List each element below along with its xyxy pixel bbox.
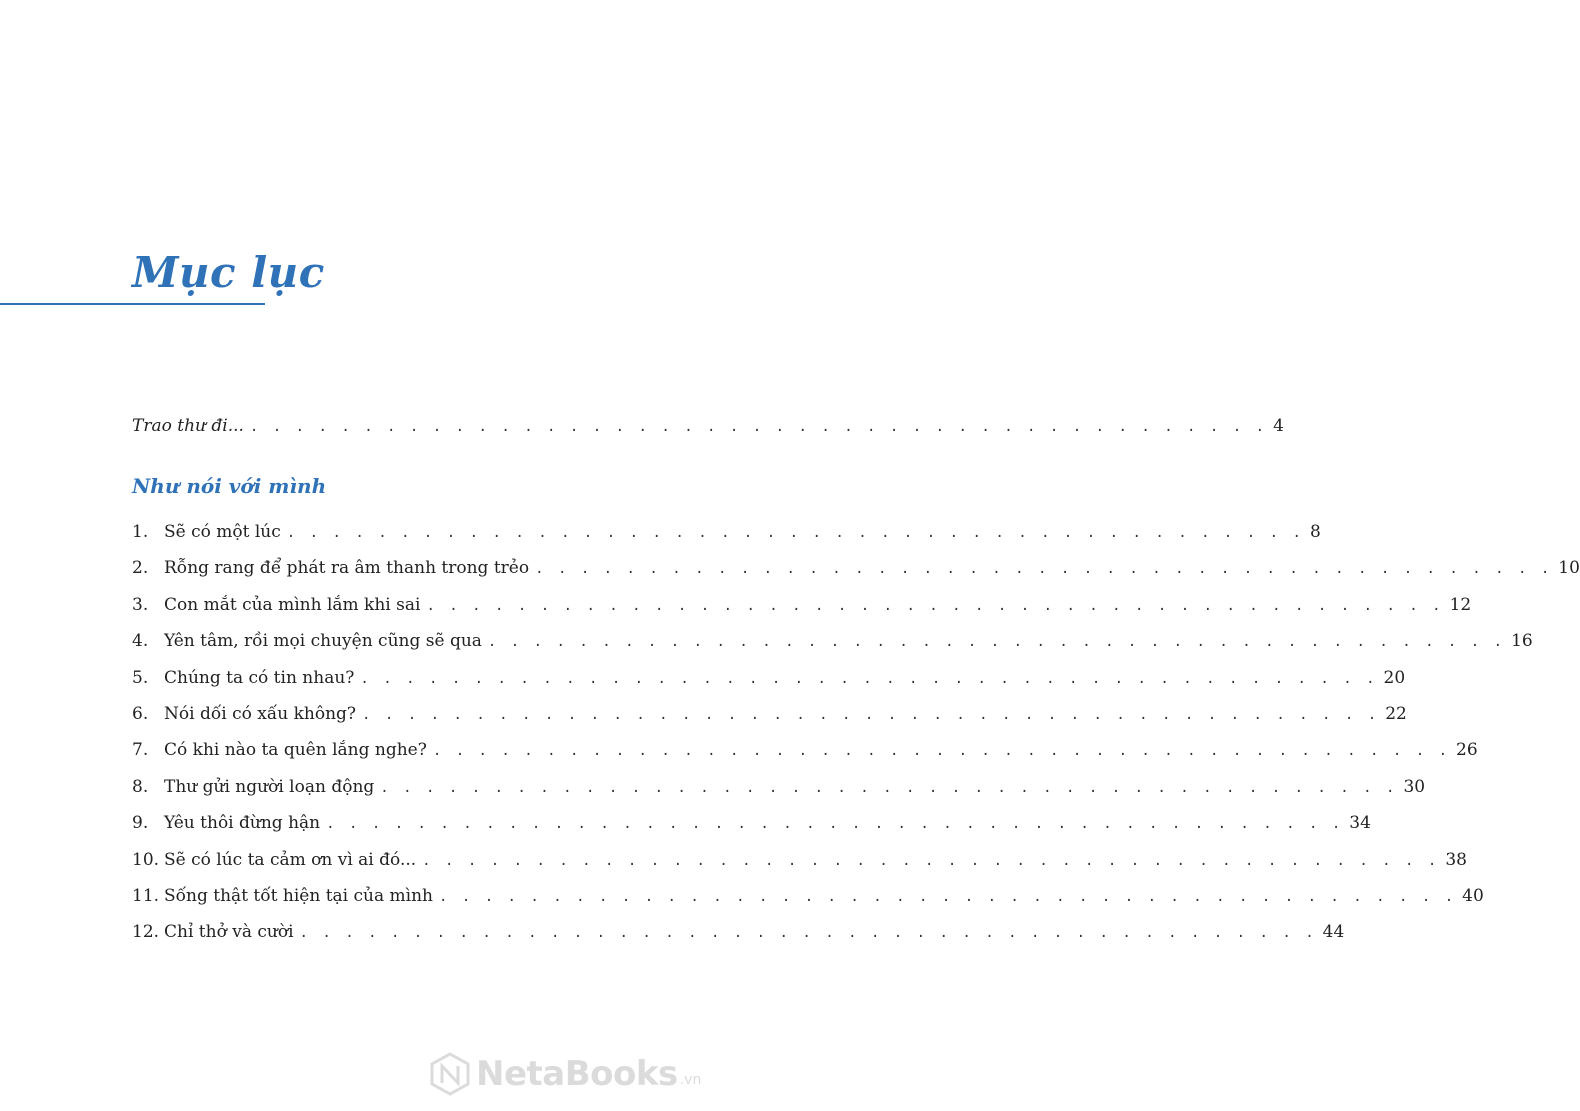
toc-entry-page: 44 xyxy=(1322,922,1345,943)
toc-entry-page: 8 xyxy=(1309,522,1321,542)
dot-leader: . . . . . . . . . . . . . . . . . . . . . . . . . . . . . . . . . . . . . . . . . . . . . xyxy=(326,816,1344,833)
toc-entry-page: 10 xyxy=(1558,558,1580,579)
toc-entry-number: 2. xyxy=(132,558,149,579)
dot-leader: . . . . . . . . . . . . . . . . . . . . . . . . . . . . . . . . . . . . . . . . . . . . . xyxy=(432,743,1450,760)
toc-entry xyxy=(132,702,1407,726)
dot-leader: . . . . . . . . . . . . . . . . . . . . . . . . . . . . . . . . . . . . . . . . . . . . . xyxy=(299,925,1317,942)
heading-underline xyxy=(0,303,265,305)
toc-entry-title: Sẽ có một lúc xyxy=(164,522,281,542)
section-title: Như nói với mình xyxy=(132,474,327,498)
toc-entry-title: Sẽ có lúc ta cảm ơn vì ai đó... xyxy=(164,849,417,870)
netabooks-logo-icon xyxy=(430,1052,470,1096)
toc-entry xyxy=(132,520,1321,544)
toc-entry-title: Rỗng rang để phát ra âm thanh trong trẻo xyxy=(164,558,530,579)
dot-leader: . . . . . . . . . . . . . . . . . . . . . . . . . . . . . . . . . . . . . . . . . . . . . xyxy=(438,889,1457,905)
toc-entry xyxy=(132,738,1478,762)
watermark-suffix: .vn xyxy=(679,1072,702,1088)
toc-entry-title: Yêu thôi đừng hận xyxy=(164,813,321,834)
toc-entry-page: 22 xyxy=(1385,704,1407,724)
toc-entry-title: Yên tâm, rồi mọi chuyện cũng sẽ qua xyxy=(164,631,482,652)
toc-entry xyxy=(132,811,1371,835)
toc-entry-number: 5. xyxy=(132,667,149,688)
watermark-text: NetaBooks xyxy=(476,1054,678,1094)
toc-entry-number: 8. xyxy=(132,776,149,797)
dot-leader: . . . . . . . . . . . . . . . . . . . . . . . . . . . . . . . . . . . . . . . . . . . . . xyxy=(249,419,1268,435)
toc-entry-number: 3. xyxy=(132,594,149,615)
toc-entry-page: 26 xyxy=(1456,740,1478,761)
dot-leader: . . . . . . . . . . . . . . . . . . . . . . . . . . . . . . . . . . . . . . . . . . . . . xyxy=(535,561,1553,578)
toc-entry-page: 30 xyxy=(1403,776,1426,797)
toc-entry-number: 9. xyxy=(132,813,149,834)
dot-leader: . . . . . . . . . . . . . . . . . . . . . . . . . . . . . . . . . . . . . . . . . . . . . xyxy=(360,670,1378,687)
toc-entry-number: 6. xyxy=(132,704,149,724)
toc-entry-number: 10. xyxy=(132,849,160,870)
dot-leader: . . . . . . . . . . . . . . . . . . . . . . . . . . . . . . . . . . . . . . . . . . . . . xyxy=(380,779,1398,796)
toc-entry-title: Nói dối có xấu không? xyxy=(164,704,357,724)
toc-entry xyxy=(132,920,1345,944)
toc-entry-number: 7. xyxy=(132,740,149,761)
toc-entry-title: Có khi nào ta quên lắng nghe? xyxy=(164,740,427,761)
toc-entry-page: 34 xyxy=(1349,813,1371,834)
toc-entry xyxy=(132,593,1472,617)
toc-entry-page: 4 xyxy=(1273,416,1284,436)
toc-entry-page: 16 xyxy=(1511,631,1533,652)
watermark xyxy=(430,1050,702,1098)
dot-leader: . . . . . . . . . . . . . . . . . . . . . . . . . . . . . . . . . . . . . . . . . . . . . xyxy=(422,852,1440,869)
toc-entry-page: 40 xyxy=(1462,886,1484,906)
toc-entry xyxy=(132,884,1484,908)
toc-entry-page: 12 xyxy=(1449,594,1472,615)
toc-entry-number: 1. xyxy=(132,522,149,542)
toc-entry xyxy=(132,666,1406,690)
toc-entry-title: Con mắt của mình lắm khi sai xyxy=(164,594,421,615)
toc-entry-number: 11. xyxy=(132,886,160,906)
toc-entry-number: 4. xyxy=(132,631,149,652)
toc-entry-title: Thư gửi người loạn động xyxy=(164,776,375,797)
toc-entry xyxy=(132,848,1467,872)
dot-leader: . . . . . . . . . . . . . . . . . . . . . . . . . . . . . . . . . . . . . . . . . . . . . xyxy=(286,525,1304,541)
toc-entry-number: 12. xyxy=(132,922,160,943)
toc-entry-title: Sống thật tốt hiện tại của mình xyxy=(164,886,433,906)
dot-leader: . . . . . . . . . . . . . . . . . . . . . . . . . . . . . . . . . . . . . . . . . . . . . xyxy=(362,707,1380,723)
toc-entry-title: Trao thư đi... xyxy=(132,416,244,436)
toc-entry-page: 20 xyxy=(1383,667,1406,688)
toc-entry xyxy=(132,556,1580,580)
dot-leader: . . . . . . . . . . . . . . . . . . . . . . . . . . . . . . . . . . . . . . . . . . . . . xyxy=(487,634,1506,651)
toc-heading: Mục lục xyxy=(132,248,325,297)
toc-entry xyxy=(132,629,1533,653)
toc-entry-page: 38 xyxy=(1445,849,1467,870)
toc-entry-title: Chỉ thở và cười xyxy=(164,922,294,943)
toc-entry-title: Chúng ta có tin nhau? xyxy=(164,667,355,688)
toc-entry xyxy=(132,775,1426,799)
toc-entry-intro xyxy=(132,414,1284,438)
dot-leader: . . . . . . . . . . . . . . . . . . . . . . . . . . . . . . . . . . . . . . . . . . . . . xyxy=(426,597,1444,614)
